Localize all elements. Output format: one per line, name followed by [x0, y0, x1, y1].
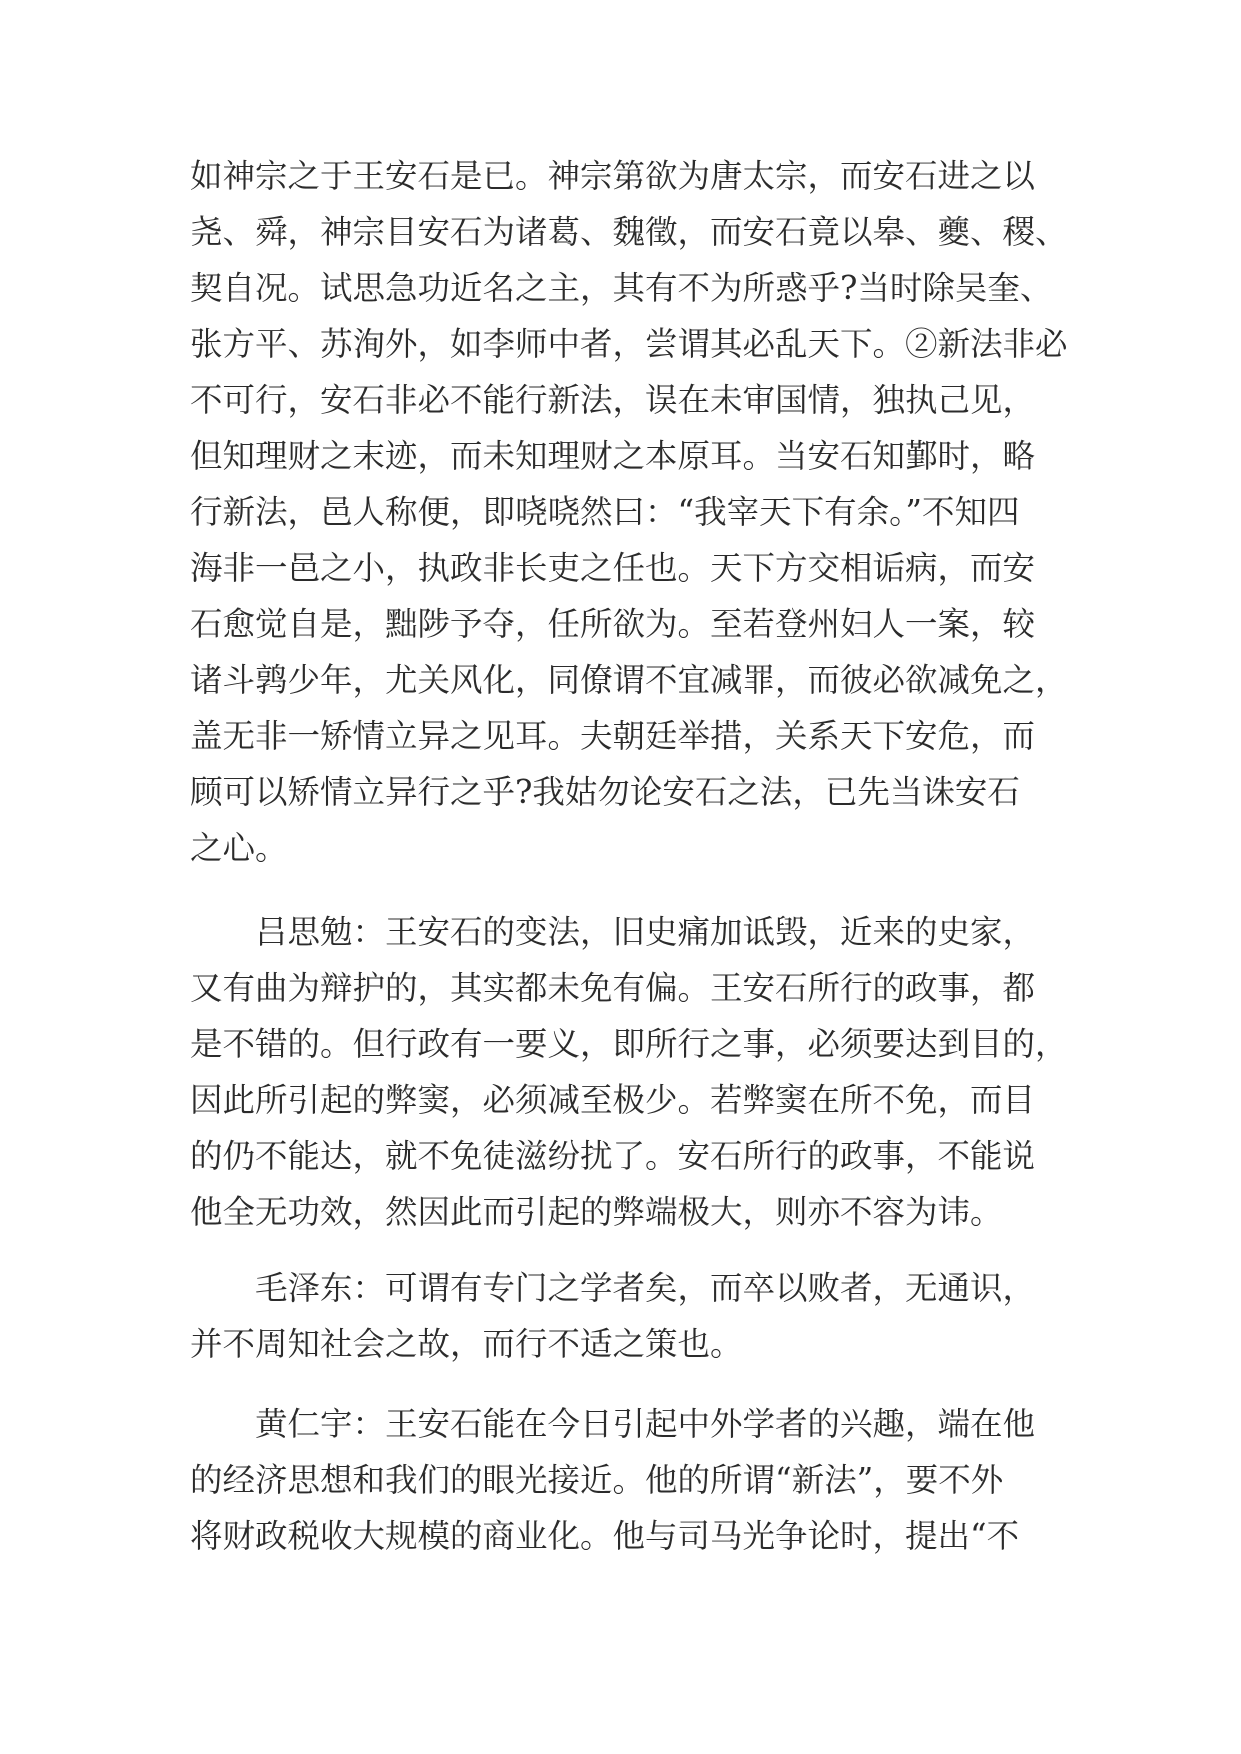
paragraph-start-line: 黄仁宇：王安石能在今日引起中外学者的兴趣，端在他 [255, 1405, 1036, 1443]
text-line: 因此所引起的弊窦，必须减至极少。若弊窦在所不免，而目 [190, 1081, 1036, 1119]
text-line: 将财政税收大规模的商业化。他与司马光争论时，提出“不 [190, 1517, 1020, 1555]
paragraph-start-line: 毛泽东：可谓有专门之学者矣，而卒以败者，无通识， [255, 1269, 1036, 1307]
text-line: 诸斗鹑少年，尤关风化，同僚谓不宜减罪，而彼必欲减免之， [190, 661, 1068, 699]
text-line: 张方平、苏洵外，如李师中者，尝谓其必乱天下。②新法非必 [190, 325, 1068, 363]
text-line: 海非一邑之小，执政非长吏之任也。天下方交相诟病，而安 [190, 549, 1036, 587]
text-line: 尧、舜，神宗目安石为诸葛、魏徵，而安石竟以皋、夔、稷、 [190, 213, 1068, 251]
text-line: 不可行，安石非必不能行新法，误在未审国情，独执己见， [190, 381, 1036, 419]
text-line: 盖无非一矫情立异之见耳。夫朝廷举措，关系天下安危，而 [190, 717, 1036, 755]
text-line: 之心。 [190, 829, 288, 867]
text-line: 行新法，邑人称便，即哓哓然曰：“我宰天下有余。”不知四 [190, 493, 1020, 531]
text-line: 又有曲为辩护的，其实都未免有偏。王安石所行的政事，都 [190, 969, 1036, 1007]
text-line: 顾可以矫情立异行之乎?我姑勿论安石之法，已先当诛安石 [190, 773, 1020, 811]
text-line: 并不周知社会之故，而行不适之策也。 [190, 1325, 743, 1363]
text-line: 他全无功效，然因此而引起的弊端极大，则亦不容为讳。 [190, 1193, 1003, 1231]
text-line: 但知理财之末迹，而未知理财之本原耳。当安石知鄞时，略 [190, 437, 1036, 475]
paragraph-start-line: 吕思勉：王安石的变法，旧史痛加诋毁，近来的史家， [255, 913, 1036, 951]
text-line: 的经济思想和我们的眼光接近。他的所谓“新法”，要不外 [190, 1461, 1004, 1499]
text-line: 的仍不能达，就不免徒滋纷扰了。安石所行的政事，不能说 [190, 1137, 1036, 1175]
text-line: 是不错的。但行政有一要义，即所行之事，必须要达到目的， [190, 1025, 1068, 1063]
text-line: 契自况。试思急功近名之主，其有不为所惑乎?当时除吴奎、 [190, 269, 1053, 307]
text-line: 如神宗之于王安石是已。神宗第欲为唐太宗，而安石进之以 [190, 157, 1036, 195]
text-line: 石愈觉自是，黜陟予夺，任所欲为。至若登州妇人一案，较 [190, 605, 1036, 643]
